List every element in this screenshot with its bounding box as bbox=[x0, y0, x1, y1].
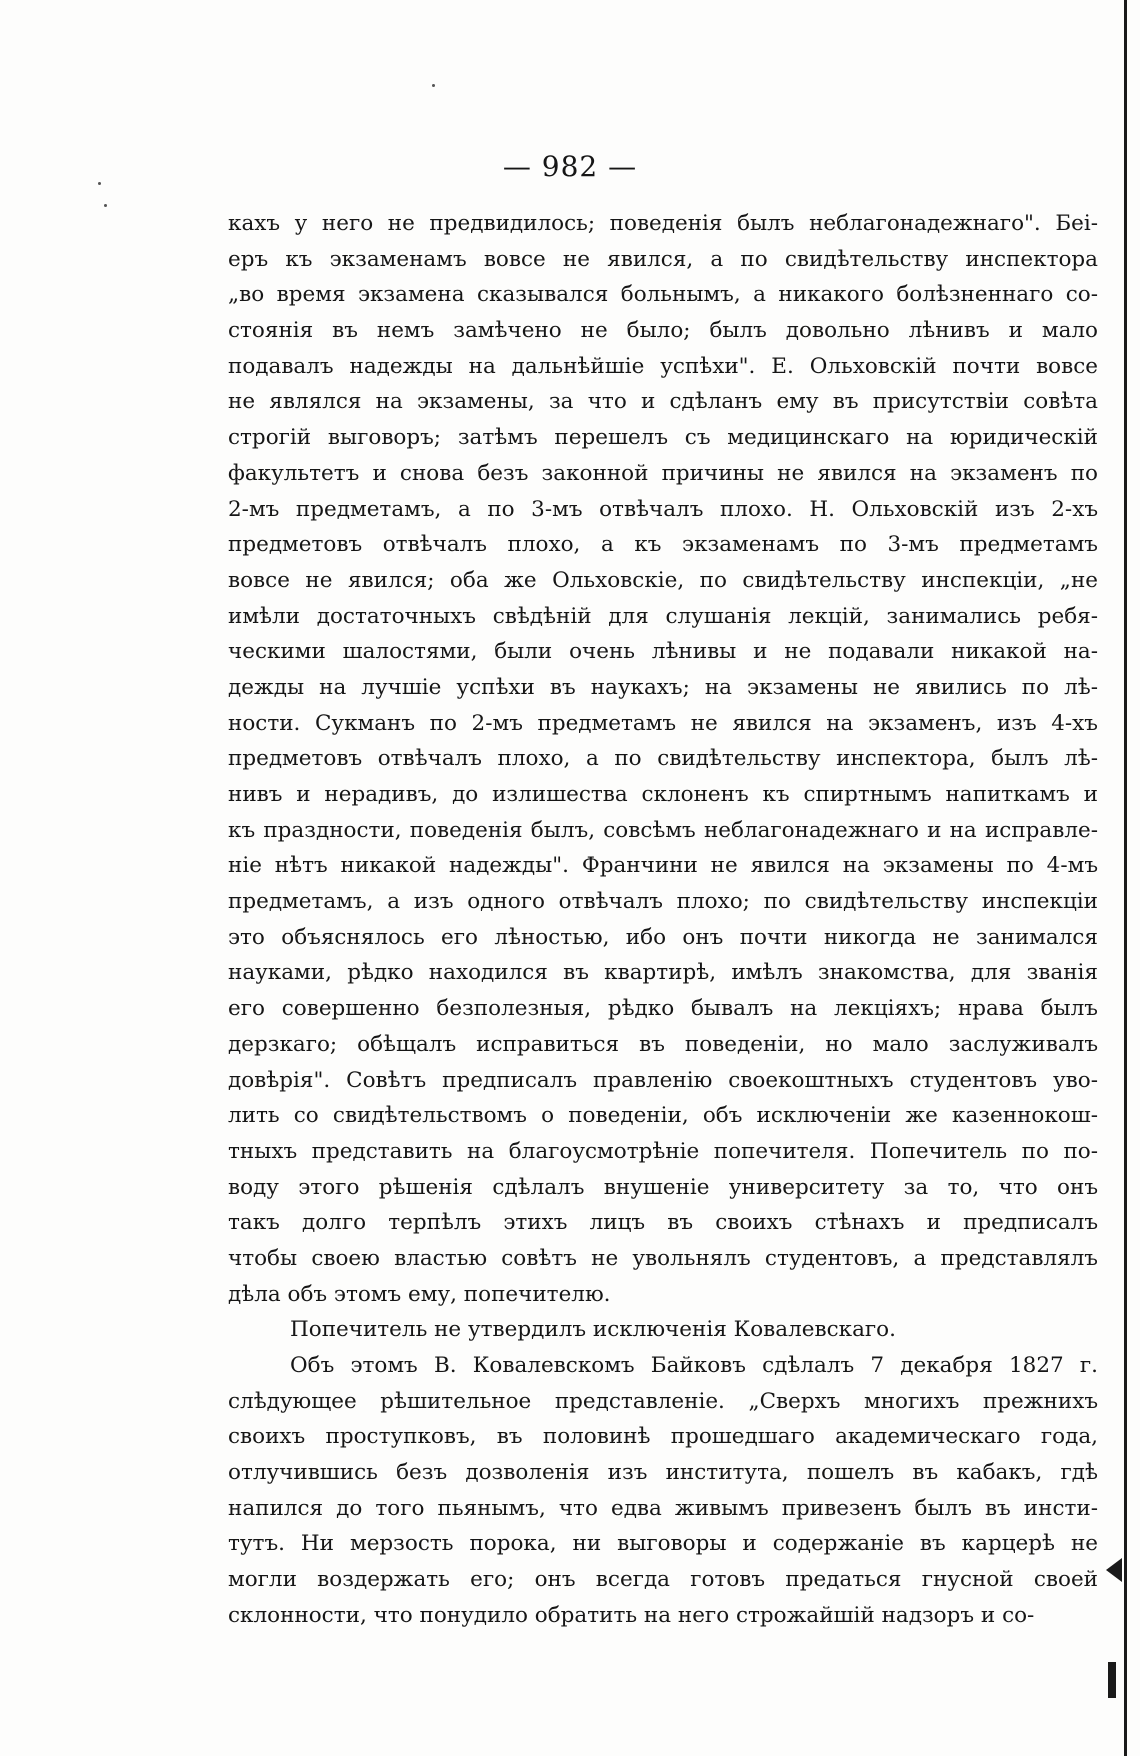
text-line: стоянія въ немъ замѣчено не было; былъ довольно лѣнивъ и мало bbox=[228, 318, 1098, 344]
edge-ink-mark bbox=[1108, 1662, 1116, 1698]
text-line: чтобы своею властью совѣтъ не увольнялъ студентовъ, а представлялъ bbox=[228, 1245, 1098, 1271]
text-line: ности. Сукманъ по 2-мъ предметамъ не явился на экзаменъ, изъ 4-хъ bbox=[228, 710, 1098, 736]
text-line: предметовъ отвѣчалъ плохо, а къ экзаменамъ по 3-мъ предметамъ bbox=[228, 532, 1098, 558]
text-line: отлучившись безъ дозволенія изъ института, пошелъ въ кабакъ, гдѣ bbox=[228, 1460, 1098, 1486]
text-line: Объ этомъ В. Ковалевскомъ Байковъ сдѣлалъ 7 декабря 1827 г. bbox=[290, 1353, 1098, 1378]
text-line: его совершенно безполезныя, рѣдко бывалъ на лекціяхъ; нрава былъ bbox=[228, 996, 1098, 1022]
text-line: тныхъ представить на благоусмотрѣніе попечителя. Попечитель по по- bbox=[228, 1138, 1098, 1164]
paragraph bbox=[228, 1312, 1098, 1348]
text-line: подавалъ надежды на дальнѣйшіе успѣхи". Е. Ольховскій почти вовсе bbox=[228, 353, 1098, 379]
text-line: лить со свидѣтельствомъ о поведеніи, объ исключеніи же казеннокош- bbox=[228, 1103, 1098, 1129]
paragraph bbox=[228, 206, 1098, 1312]
text-line: тутъ. Ни мерзость порока, ни выговоры и содержаніе въ карцерѣ не bbox=[228, 1531, 1098, 1557]
text-line: это объяснялось его лѣностью, ибо онъ почти никогда не занимался bbox=[228, 924, 1098, 950]
text-line: такъ долго терпѣлъ этихъ лицъ въ своихъ стѣнахъ и предписалъ bbox=[228, 1210, 1098, 1236]
text-line: довѣрія". Совѣтъ предписалъ правленію своекоштныхъ студентовъ уво- bbox=[228, 1067, 1098, 1093]
text-line: факультетъ и снова безъ законной причины не явился на экзаменъ по bbox=[228, 460, 1098, 486]
text-line: дежды на лучшіе успѣхи въ наукахъ; на экзамены не явились по лѣ- bbox=[228, 674, 1098, 700]
text-line: вовсе не явился; оба же Ольховскіе, по свидѣтельству инспекціи, „не bbox=[228, 567, 1098, 593]
text-line: ческими шалостями, были очень лѣнивы и не подавали никакой на- bbox=[228, 639, 1098, 665]
text-line: не являлся на экзамены, за что и сдѣланъ ему въ присутствіи совѣта bbox=[228, 389, 1098, 415]
scan-speck bbox=[432, 84, 435, 87]
text-line: напился до того пьянымъ, что едва живымъ привезенъ былъ въ инсти- bbox=[228, 1495, 1098, 1521]
scan-speck bbox=[104, 204, 107, 207]
text-line: строгій выговоръ; затѣмъ перешелъ съ медицинскаго на юридическій bbox=[228, 425, 1098, 451]
text-line: науками, рѣдко находился въ квартирѣ, имѣлъ знакомства, для званія bbox=[228, 960, 1098, 986]
text-line: могли воздержать его; онъ всегда готовъ предаться гнусной своей bbox=[228, 1567, 1098, 1593]
text-line: своихъ проступковъ, въ половинѣ прошедшаго академическаго года, bbox=[228, 1424, 1098, 1450]
edge-tab-mark bbox=[1106, 1558, 1122, 1582]
text-line: къ праздности, поведенія былъ, совсѣмъ неблагонадежнаго и на исправле- bbox=[228, 817, 1098, 843]
body-text bbox=[228, 206, 1098, 1634]
text-line: склонности, что понудило обратить на него строжайшій надзоръ и со- bbox=[228, 1602, 1035, 1628]
text-line: дерзкаго; обѣщалъ исправиться въ поведеніи, но мало заслуживалъ bbox=[228, 1031, 1098, 1057]
text-line: имѣли достаточныхъ свѣдѣній для слушанія лекцій, занимались ребя- bbox=[228, 603, 1098, 629]
binding-edge-line bbox=[1124, 0, 1127, 1756]
text-line: предметовъ отвѣчалъ плохо, а по свидѣтельству инспектора, былъ лѣ- bbox=[228, 746, 1098, 772]
page-number: — 982 — bbox=[502, 150, 638, 183]
text-line: 2-мъ предметамъ, а по 3-мъ отвѣчалъ плохо. Н. Ольховскій изъ 2-хъ bbox=[228, 496, 1098, 522]
text-line: кахъ у него не предвидилось; поведенія былъ неблагонадежнаго". Беі- bbox=[228, 211, 1098, 236]
text-line: Попечитель не утвердилъ исключенія Ковалевскаго. bbox=[290, 1317, 896, 1343]
text-line: „во время экзамена сказывался больнымъ, а никакого болѣзненнаго со- bbox=[228, 282, 1098, 308]
paragraph bbox=[228, 1348, 1098, 1634]
text-line: воду этого рѣшенія сдѣлалъ внушеніе университету за то, что онъ bbox=[228, 1174, 1098, 1200]
text-line: предметамъ, а изъ одного отвѣчалъ плохо; по свидѣтельству инспекціи bbox=[228, 889, 1098, 915]
text-line: ніе нѣтъ никакой надежды". Франчини не явился на экзамены по 4-мъ bbox=[228, 853, 1098, 879]
text-line: слѣдующее рѣшительное представленіе. „Сверхъ многихъ прежнихъ bbox=[228, 1388, 1098, 1414]
text-line: еръ къ экзаменамъ вовсе не явился, а по свидѣтельству инспектора bbox=[228, 246, 1098, 272]
text-line: дѣла объ этомъ ему, попечителю. bbox=[228, 1281, 611, 1307]
text-line: нивъ и нерадивъ, до излишества склоненъ къ спиртнымъ напиткамъ и bbox=[228, 782, 1098, 807]
